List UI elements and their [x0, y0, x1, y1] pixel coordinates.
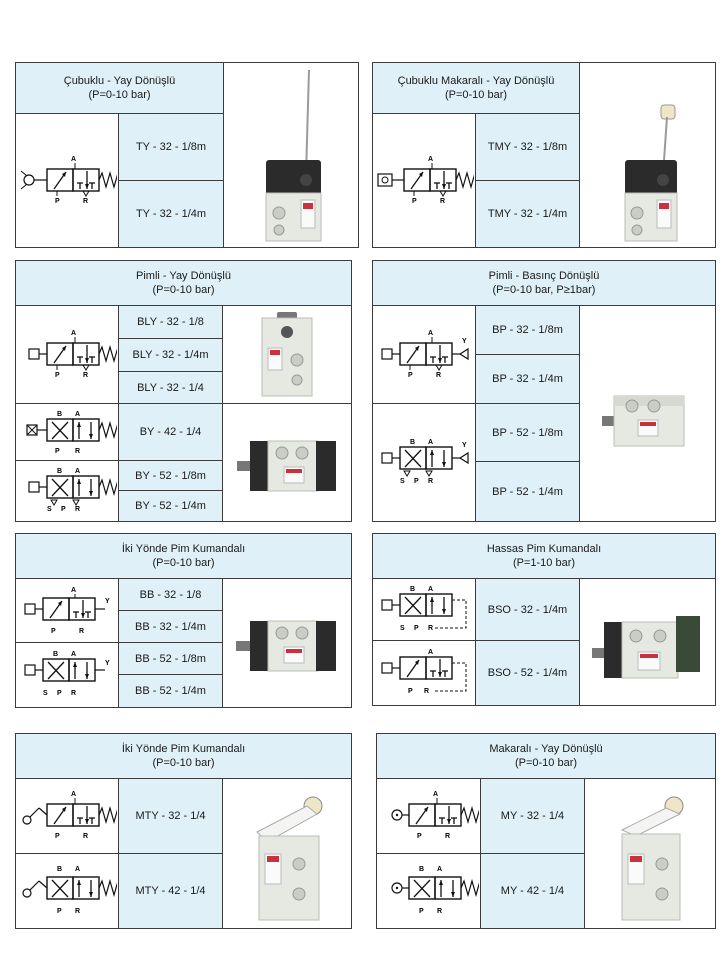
svg-text:P: P: [57, 690, 62, 697]
panel-pressure: (P=0-10 bar): [152, 757, 215, 769]
product-code: TY - 32 - 1/8m: [119, 114, 224, 181]
svg-text:P: P: [418, 908, 424, 915]
svg-text:B: B: [57, 866, 63, 873]
svg-text:A: A: [71, 155, 77, 163]
svg-text:R: R: [75, 448, 81, 455]
svg-text:A: A: [428, 329, 434, 337]
panel-pressure: (P=0-10 bar): [152, 284, 215, 296]
svg-text:S: S: [43, 690, 48, 697]
panel-pressure: (P=0-10 bar): [88, 89, 151, 101]
panel-title: İki Yönde Pim Kumandalı: [121, 543, 246, 555]
panel-title: Çubuklu - Yay Dönüşlü: [63, 75, 176, 87]
product-panel-bb: [15, 533, 352, 708]
product-code: BLY - 32 - 1/8: [119, 306, 223, 339]
svg-text:B: B: [410, 438, 416, 446]
product-code: BP - 52 - 1/4m: [476, 462, 580, 521]
valve-symbol-3-2-plunger-spring: [16, 306, 119, 404]
product-code: TY - 32 - 1/4m: [119, 181, 224, 247]
panel-header: [373, 261, 715, 306]
valve-roller-spring-photo: [585, 779, 715, 928]
svg-text:A: A: [436, 866, 442, 873]
valve-symbol-5-2-plunger-spring: [16, 404, 119, 461]
svg-text:P: P: [416, 833, 422, 840]
valve-symbol-3-2-plunger-pressure: [373, 306, 476, 404]
svg-text:P: P: [55, 448, 60, 455]
product-code: BLY - 32 - 1/4: [119, 372, 223, 404]
valve-symbol-5-2-roller-spring-return: [377, 854, 481, 928]
valve-rod-roller-photo: [580, 63, 715, 247]
product-code: BY - 52 - 1/8m: [119, 461, 223, 491]
valve-symbol-3-2-rod-spring: [16, 114, 119, 247]
svg-text:A: A: [71, 329, 77, 337]
product-code: BY - 52 - 1/4m: [119, 491, 223, 521]
product-code: MTY - 42 - 1/4: [119, 854, 223, 928]
panel-title: Makaralı - Yay Dönüşlü: [489, 743, 603, 755]
svg-text:A: A: [428, 155, 434, 163]
product-code: BP - 52 - 1/8m: [476, 404, 580, 462]
svg-text:Y: Y: [105, 660, 110, 667]
svg-text:R: R: [83, 833, 89, 840]
svg-text:R: R: [428, 624, 434, 632]
svg-text:A: A: [71, 651, 77, 658]
panel-pressure: (P=0-10 bar): [152, 557, 215, 569]
product-panel-my: [376, 733, 716, 929]
product-code: MTY - 32 - 1/4: [119, 779, 223, 854]
panel-pressure: (P=0-10 bar): [514, 757, 578, 769]
svg-text:P: P: [408, 371, 413, 379]
svg-text:P: P: [412, 197, 417, 205]
svg-text:B: B: [410, 585, 416, 593]
svg-text:R: R: [444, 833, 450, 840]
product-code: BB - 52 - 1/8m: [119, 643, 223, 675]
product-code: BSO - 52 - 1/4m: [476, 641, 580, 705]
valve-plunger-pressure-photo: [580, 306, 715, 521]
svg-text:R: R: [79, 627, 85, 635]
svg-text:A: A: [428, 585, 434, 593]
product-code: BLY - 32 - 1/4m: [119, 339, 223, 372]
panel-header: [16, 261, 351, 306]
svg-text:P: P: [57, 908, 62, 915]
svg-text:A: A: [75, 468, 81, 475]
product-code: TMY - 32 - 1/4m: [476, 181, 580, 247]
product-code: TMY - 32 - 1/8m: [476, 114, 580, 181]
product-code: BP - 32 - 1/4m: [476, 355, 580, 404]
svg-text:R: R: [436, 908, 442, 915]
svg-text:B: B: [418, 866, 424, 873]
valve-symbol-3-2-roller-lever-spring: [16, 779, 119, 854]
panel-header: [16, 534, 351, 579]
svg-text:Y: Y: [462, 337, 467, 345]
valve-symbol-5-2-double-plunger: [16, 643, 119, 707]
svg-text:R: R: [424, 688, 430, 695]
svg-text:B: B: [53, 651, 59, 658]
svg-text:S: S: [400, 477, 405, 485]
valve-symbol-5-2-plunger-spring-s: [16, 461, 119, 521]
valve-symbol-5-2-plunger-pressure: [373, 404, 476, 521]
svg-text:P: P: [414, 477, 419, 485]
panel-pressure: (P=1-10 bar): [512, 557, 576, 569]
svg-text:A: A: [75, 411, 81, 418]
panel-header: [373, 63, 580, 114]
svg-text:R: R: [428, 477, 434, 485]
svg-text:R: R: [75, 506, 81, 513]
svg-text:Y: Y: [105, 597, 110, 605]
valve-symbol-3-2-double-plunger: [16, 579, 119, 643]
svg-text:A: A: [432, 791, 438, 798]
panel-title: Çubuklu Makaralı - Yay Dönüşlü: [397, 75, 555, 87]
product-code: MY - 32 - 1/4: [481, 779, 585, 854]
panel-pressure: (P=0-10 bar): [444, 89, 508, 101]
svg-text:P: P: [61, 506, 66, 513]
product-panel-bp: [372, 260, 716, 522]
svg-text:P: P: [55, 371, 60, 379]
svg-text:P: P: [408, 688, 413, 695]
svg-text:A: A: [75, 866, 81, 873]
valve-roller-lever-photo: [223, 779, 351, 928]
product-panel-bso: [372, 533, 716, 706]
svg-text:B: B: [57, 468, 63, 475]
panel-title: İki Yönde Pim Kumandalı: [121, 743, 246, 755]
svg-text:R: R: [83, 371, 89, 379]
valve-plunger-large-photo: [223, 404, 351, 521]
valve-symbol-3-2-roller-spring: [373, 114, 476, 247]
product-code: BSO - 32 - 1/4m: [476, 579, 580, 641]
valve-plunger-small-photo: [223, 306, 351, 404]
svg-text:S: S: [400, 624, 405, 632]
panel-pressure: (P=0-10 bar, P≥1bar): [492, 284, 596, 296]
panel-title: Hassas Pim Kumandalı: [486, 543, 602, 555]
valve-sensitive-plunger-photo: [580, 579, 715, 705]
product-code: MY - 42 - 1/4: [481, 854, 585, 928]
valve-symbol-5-2-sensitive-plunger: [373, 579, 476, 641]
svg-text:R: R: [436, 371, 442, 379]
svg-text:R: R: [71, 690, 77, 697]
svg-text:P: P: [51, 627, 56, 635]
svg-text:A: A: [428, 438, 434, 446]
product-panel-tmy: [372, 62, 716, 248]
svg-text:R: R: [83, 197, 89, 205]
svg-text:A: A: [71, 586, 77, 594]
valve-long-rod-photo: [224, 63, 358, 247]
svg-text:Y: Y: [462, 441, 467, 449]
product-code: BY - 42 - 1/4: [119, 404, 223, 461]
product-panel-bly: [15, 260, 352, 522]
svg-text:R: R: [75, 908, 81, 915]
svg-text:P: P: [414, 624, 419, 632]
svg-text:P: P: [55, 833, 60, 840]
svg-text:A: A: [428, 649, 434, 656]
svg-text:B: B: [57, 411, 63, 418]
panel-title: Pimli - Yay Dönüşlü: [136, 270, 231, 282]
panel-header: [377, 734, 715, 779]
svg-text:P: P: [55, 197, 60, 205]
svg-text:A: A: [71, 791, 77, 798]
valve-symbol-3-2-roller-spring-return: [377, 779, 481, 854]
panel-header: [16, 734, 351, 779]
product-panel-ty: [15, 62, 359, 248]
valve-symbol-3-2-sensitive-plunger: [373, 641, 476, 705]
product-code: BP - 32 - 1/8m: [476, 306, 580, 355]
valve-double-plunger-photo: [223, 579, 351, 707]
panel-title: Pimli - Basınç Dönüşlü: [488, 270, 600, 282]
panel-header: [16, 63, 224, 114]
product-code: BB - 32 - 1/8: [119, 579, 223, 611]
product-panel-mty: [15, 733, 352, 929]
svg-text:R: R: [440, 197, 446, 205]
product-code: BB - 32 - 1/4m: [119, 611, 223, 643]
valve-symbol-5-2-roller-lever-spring: [16, 854, 119, 928]
panel-header: [373, 534, 715, 579]
product-code: BB - 52 - 1/4m: [119, 675, 223, 707]
svg-text:S: S: [47, 506, 52, 513]
